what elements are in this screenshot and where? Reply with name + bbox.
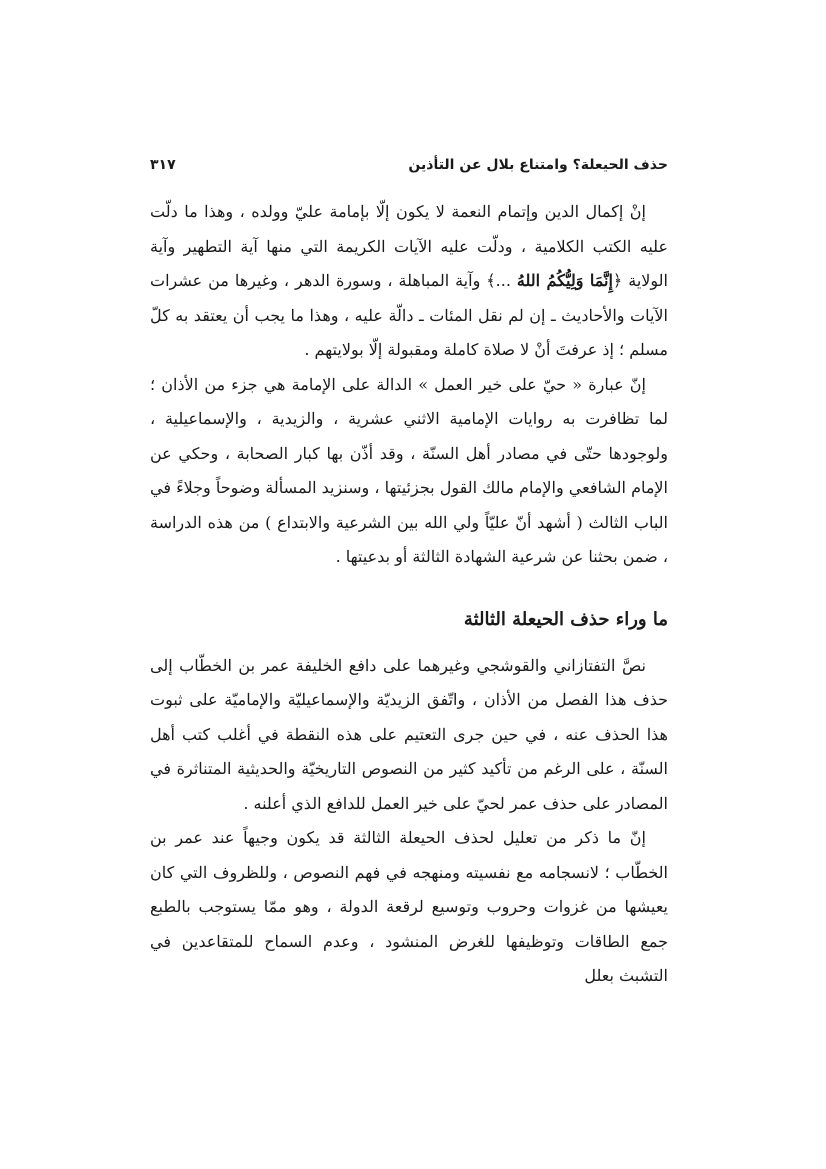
quranic-verse: إِنَّمَا وَلِيُّكُمُ اللهُ [516,271,613,290]
running-title: حذف الحيعلة؟ وامتناع بلال عن التأذين [408,157,668,173]
paragraph-1-text-after: ...﴾ وآية المباهلة ، وسورة الدهر ، وغيرها من عشرات الآيات والأحاديث ـ إن لم نقل المئات ـ دالّة عليه ، وهذا ما يجب أن يعتقد به كلّ مسلم ؛ إذ عرفتَ أنْ لا صلاة كاملة ومقبولة إلّا بولايتهم . [150,271,668,359]
page-body [150,195,668,994]
paragraph-1-text-before: إنْ إكمال الدين وإتمام النعمة لا يكون إلّا بإمامة عليّ وولده ، وهذا ما دلّت عليه الكتب الكلامية ، ودلّت عليه الآيات الكريمة التي منها آية التطهير وآية الولاية ﴿ [150,202,669,290]
section-paragraph-2: إنّ ما ذكر من تعليل لحذف الحيعلة الثالثة قد يكون وجيهاً عند عمر بن الخطّاب ؛ لانسجامه مع نفسيته ومنهجه في فهم النصوص ، وللظروف التي كان يعيشها من غزوات وحروب وتوسيع لرقعة الدولة ، وهو ممّا يستوجب بالطبع جمع الطاقات وتوظيفها للغرض المنشود ، وعدم السماح للمتقاعدين في التشبث بعلل [150,828,668,985]
section-paragraph-1: نصَّ التفتازاني والقوشجي وغيرهما على دافع الخليفة عمر بن الخطّاب إلى حذف هذا الفصل من الأذان ، واتّفق الزيديّة والإسماعيليّة والإماميّة على ثبوت هذا الحذف عنه ، في حين جرى التعتيم على هذه النقطة في أغلب كتب أهل السنّة ، على الرغم من تأكيد كثير من النصوص التاريخيّة والحديثية المتناثرة في المصادر على حذف عمر لحيّ على خير العمل للدافع الذي أعلنه . [150,655,668,813]
section-heading: ما وراء حذف الحيعلة الثالثة [463,608,668,630]
page-number: ٣١٧ [150,157,176,173]
paragraph-1 [150,195,668,368]
running-head [150,150,668,180]
paragraph-2: إنّ عبارة « حيّ على خير العمل » الدالة على الإمامة هي جزء من الأذان ؛ لما تظافرت به روايات الإمامية الاثني عشرية ، والزيدية ، والإسماعيلية ، ولوجودها حتّى في مصادر أهل السنّة ، وقد أذّن بها كبار الصحابة ، وحكي عن الإمام الشافعي والإمام مالك القول بجزئيتها ، وسنزيد المسألة وضوحاً وجلاءً في الباب الثالث ( أشهد أنّ عليّاً ولي الله بين الشرعية والابتداع ) من هذه الدراسة ، ضمن بحثنا عن شرعية الشهادة الثالثة أو بدعيتها . [150,374,668,566]
